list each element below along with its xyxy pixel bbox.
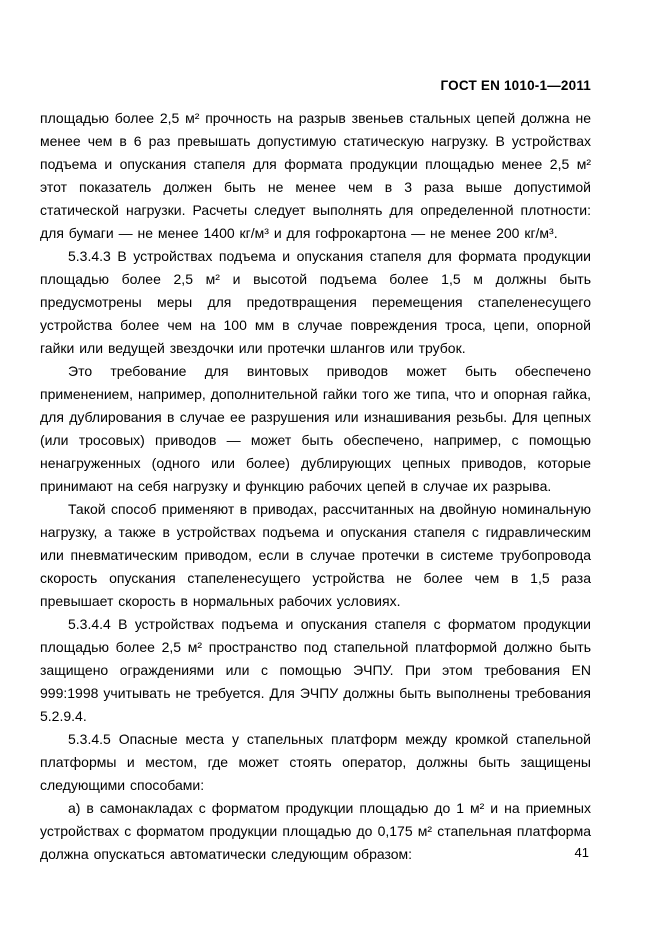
paragraph-clause-5-3-4-3: 5.3.4.3 В устройствах подъема и опускания стапеля для формата продукции площадью более 2,5 м² и высотой подъема более 1,5 м должны быть предусмотрены меры для предотвращения перемещения стапеленесущего устройства более чем на 100 мм в случае повреждения троса, цепи, опорной гайки или ведущей звездочки или протечки шлангов или трубок. bbox=[40, 248, 591, 356]
paragraph-item-a: а) в самонакладах с форматом продукции площадью до 1 м² и на приемных устройствах с форматом продукции площадью до 0,175 м² стапельная платформа должна опускаться автоматически следующим образом: bbox=[40, 800, 591, 862]
standard-designation-header: ГОСТ EN 1010-1—2011 bbox=[440, 78, 591, 93]
paragraph-clause-5-3-4-5: 5.3.4.5 Опасные места у стапельных платформ между кромкой стапельной платформы и местом, где может стоять оператор, должны быть защищены следующими способами: bbox=[40, 731, 591, 793]
paragraph-note-screw-drives: Это требование для винтовых приводов может быть обеспечено применением, например, дополнительной гайки того же типа, что и опорная гайка, для дублирования в случае ее разрушения или изнашивания резьбы. Для цепных (или тросовых) приводов — может быть обеспечено, например, с помощью ненагруженных (одного или более) дублирующих цепных приводов, которые принимают на себя нагрузку и функцию рабочих цепей в случае их разрыва. bbox=[40, 363, 591, 494]
paragraph-clause-5-3-4-4: 5.3.4.4 В устройствах подъема и опускания стапеля с форматом продукции площадью более 2,5 м² пространство под стапельной платформой должно быть защищено ограждениями или с помощью ЭЧПУ. При этом требования EN 999:1998 учитывать не требуется. Для ЭЧПУ должны быть выполнены требования 5.2.9.4. bbox=[40, 616, 591, 724]
paragraph-continuation: площадью более 2,5 м² прочность на разрыв звеньев стальных цепей должна не менее чем в 6 раз превышать допустимую статическую нагрузку. В устройствах подъема и опускания стапеля для формата продукции площадью менее 2,5 м² этот показатель должен быть не менее чем в 3 раза выше допустимой статической нагрузки. Расчеты следует выполнять для определенной плотности: для бумаги — не менее 1400 кг/м³ и для гофрокартона — не менее 200 кг/м³. bbox=[40, 110, 591, 241]
paragraph-note-double-load: Такой способ применяют в приводах, рассчитанных на двойную номинальную нагрузку, а также в устройствах подъема и опускания стапеля с гидравлическим или пневматическим приводом, если в случае протечки в системе трубопровода скорость опускания стапеленесущего устройства не более чем в 1,5 раза превышает скорость в нормальных рабочих условиях. bbox=[40, 501, 591, 609]
page-number: 41 bbox=[574, 845, 589, 860]
